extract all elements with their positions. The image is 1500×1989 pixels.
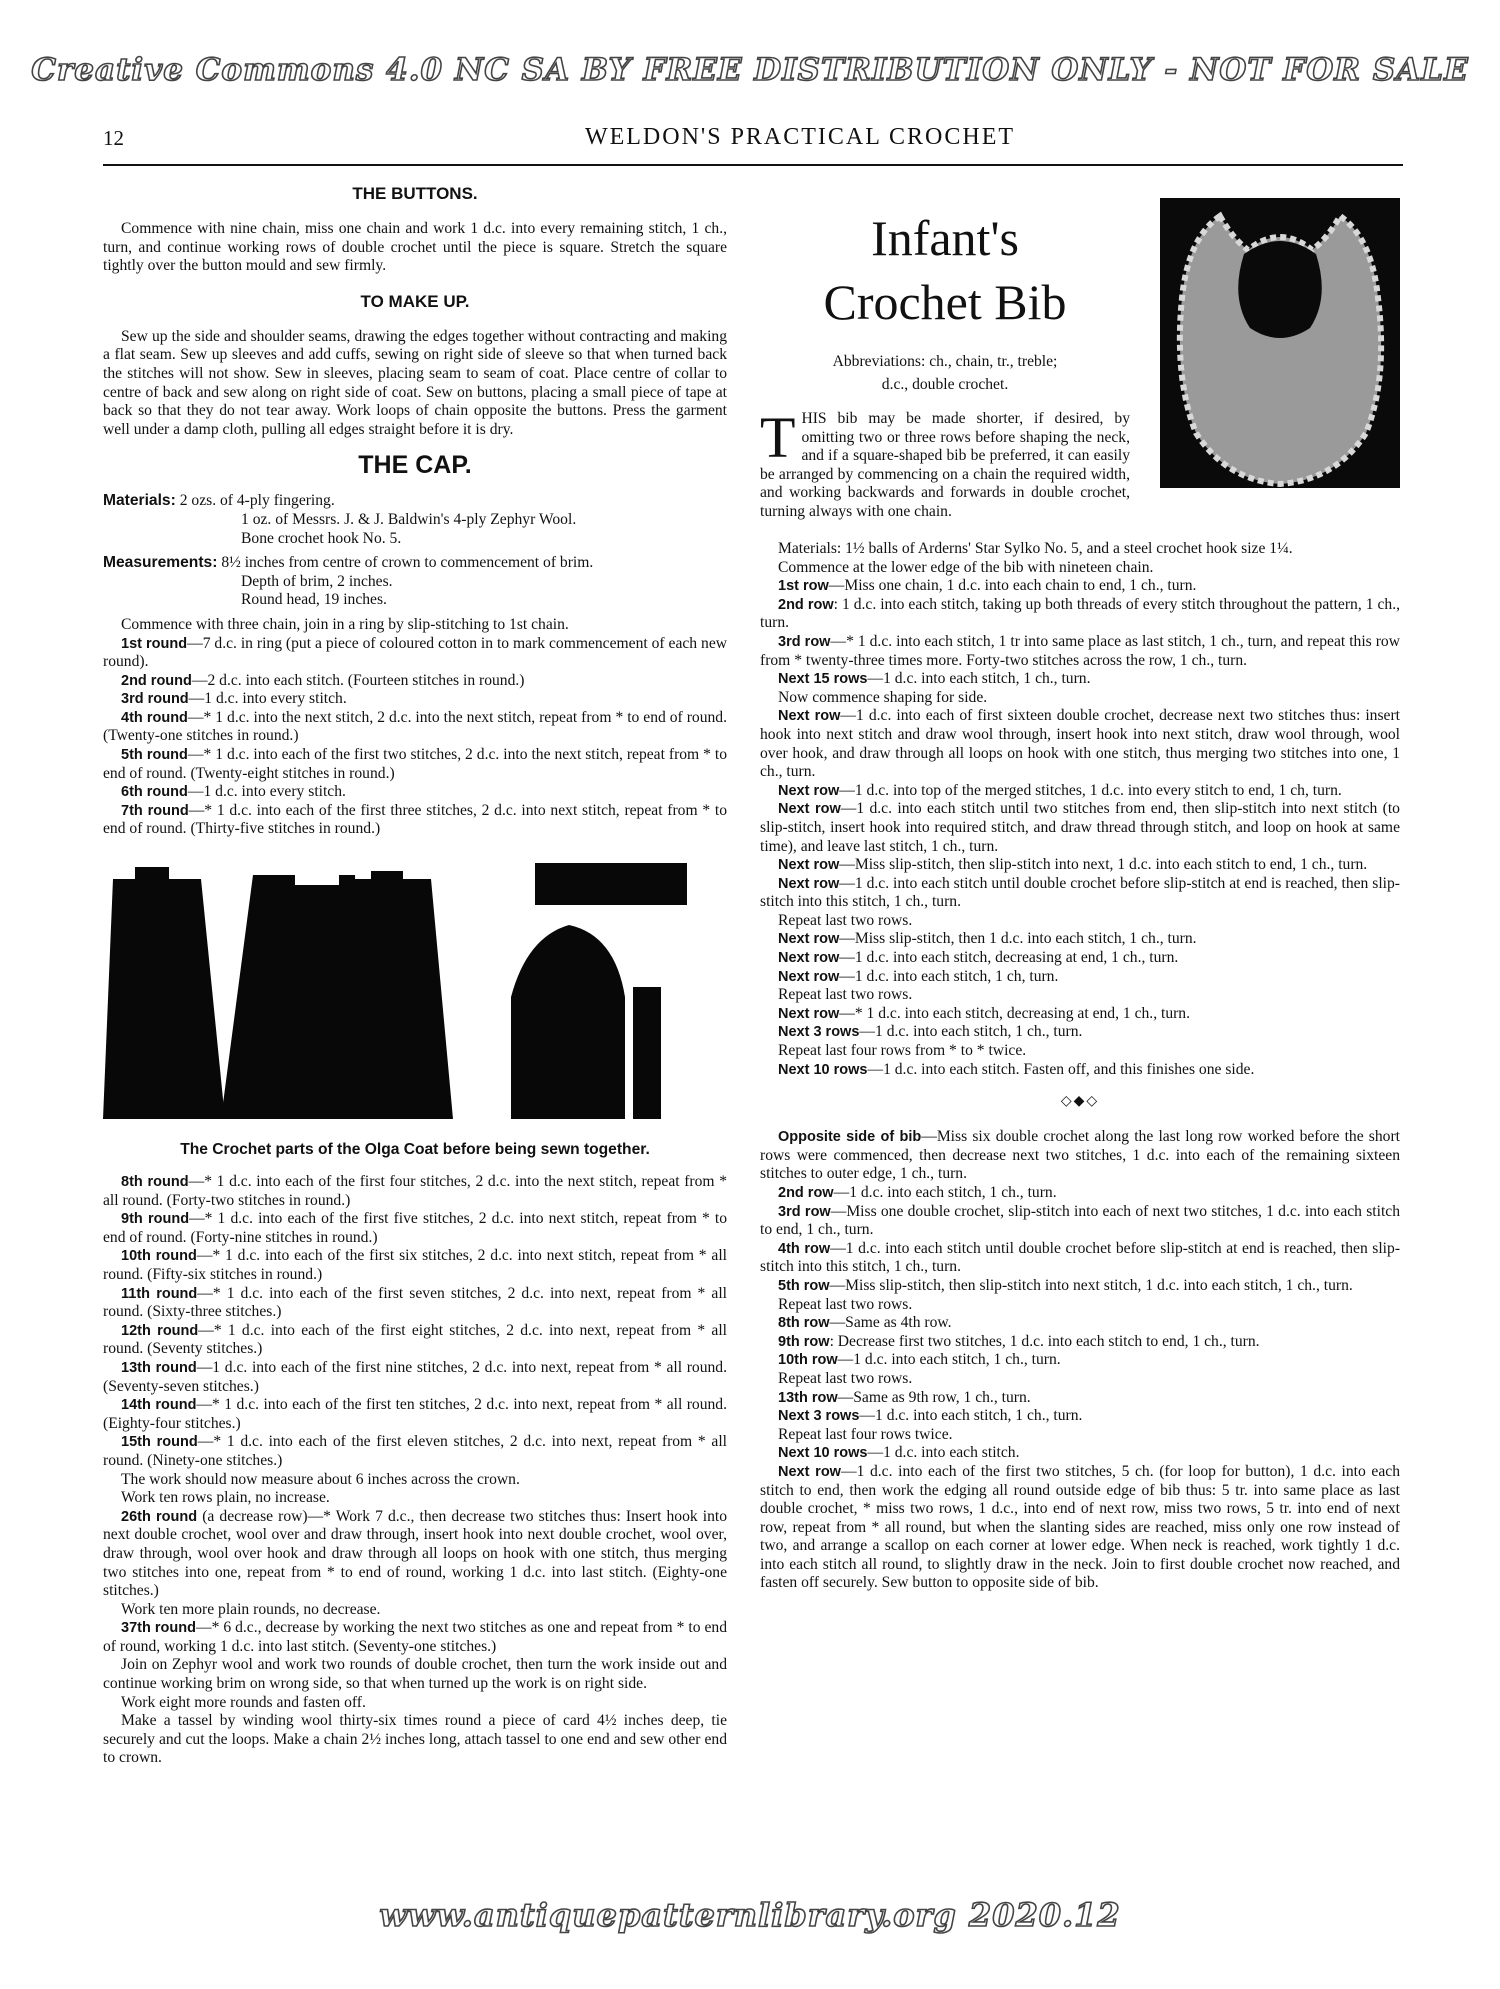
row-line <box>760 1061 1400 1080</box>
section-ornament: ◇◆◇ <box>1060 1094 1100 1110</box>
round-label: 8th round <box>121 1174 189 1191</box>
round-line <box>103 746 727 783</box>
row-text: —1 d.c. into each stitch, 1 ch., turn. <box>867 670 1091 688</box>
cap-materials <box>103 492 727 548</box>
round-text: —1 d.c. into every stitch. <box>188 690 347 708</box>
row-text: —Miss one double crochet, slip-stitch into each of next two stitches, 1 d.c. into each stitch to end, 1 ch., turn. <box>760 1202 1400 1239</box>
round-text: —1 d.c. into each of the first nine stitches, 2 d.c. into next, repeat from * all round. (Seventy-seven stitches.) <box>103 1358 727 1395</box>
bib-materials: Materials: 1½ balls of Arderns' Star Sylko No. 5, and a steel crochet hook size 1¼. <box>778 540 1293 557</box>
row-line <box>760 949 1400 968</box>
round-text: —* 6 d.c., decrease by working the next two stitches as one and repeat from * to end of round, working 1 d.c. into last stitch. (Seventy-one stitches.) <box>103 1619 728 1655</box>
abbreviations-line-1: Abbreviations: ch., chain, tr., treble; <box>832 353 1058 370</box>
buttons-text: Commence with nine chain, miss one chain and work 1 d.c. into every remaining stitch, 1 ch., turn, and continue working rows of double crochet until the piece is square. Stretch the square tightly over the button mould and sew firmly. <box>103 220 727 275</box>
round-label: 1st round <box>121 635 188 652</box>
crown-note: The work should now measure about 6 inches across the crown. <box>121 1470 520 1488</box>
round-label: 2nd round <box>121 672 192 689</box>
row-text: —1 d.c. into each of the first two stitches, 5 ch. (for loop for button), 1 d.c. into each stitch to end, then work the edging all round outside edge of bib thus: 5 tr. into same place as last double crochet, * miss two rows, 1 d.c., into end of next row, miss two rows, 5 tr. into end of next row, repeat from * all round, but when the slanting sides are reached, miss only one row instead of two, and arrange a scallop on each corner at lower edge. When neck is reached, work tightly 1 d.c. into each stitch all round, to slightly draw in the neck. Join to first double crochet now reached, and fasten off securely. Sew button to opposite side of bib. <box>760 1462 1400 1592</box>
round-line <box>103 783 727 802</box>
round-line <box>103 1285 727 1322</box>
row-label: 10th row <box>778 1352 838 1369</box>
drop-cap: T <box>760 405 796 470</box>
round-line <box>103 709 727 746</box>
bib-photo <box>1160 198 1400 488</box>
bib-neck-opening <box>1238 241 1322 338</box>
row-label: Next 15 rows <box>778 671 868 688</box>
row-line <box>760 1240 1400 1277</box>
row-text: —1 d.c. into each stitch, 1 ch., turn. <box>859 1407 1083 1425</box>
right-column <box>760 178 1400 1898</box>
repeat-note: Repeat last two rows. <box>778 1369 913 1387</box>
row-line <box>760 1023 1400 1042</box>
row-text: —Miss six double crochet along the last long row worked before the short rows were commenced, then decrease next two stitches, 1 d.c. into each of the remaining sixteen stitches to outer edge, 1 ch., turn. <box>760 1128 1400 1183</box>
measurements-line: Round head, 19 inches. <box>241 591 387 609</box>
row-text: —1 d.c. into each stitch until double crochet before slip-stitch at end is reached, then slip-stitch into this stitch, 1 ch., turn. <box>760 874 1400 911</box>
row-line <box>760 577 1400 596</box>
row-line <box>760 1184 1400 1203</box>
row-label: 9th row <box>778 1333 830 1350</box>
round-line <box>103 1619 727 1656</box>
row-label: Next row <box>778 968 840 985</box>
plain-rounds-note: Work ten more plain rounds, no decrease. <box>121 1600 381 1618</box>
row-text: —1 d.c. into each stitch, 1 ch, turn. <box>839 967 1059 985</box>
buttons-heading: THE BUTTONS. <box>352 184 478 203</box>
round-label: 4th round <box>121 709 188 726</box>
row-line <box>760 1203 1400 1240</box>
row-label: Next row <box>778 875 840 892</box>
row-text: —1 d.c. into each stitch until two stitches from end, then slip-stitch into next stitch (to slip-stitch, insert hook into required stitch, and draw thread through stitch, and loop on hook at same time), and leave last stitch, 1 ch., turn. <box>760 800 1400 855</box>
round-line <box>103 1210 727 1247</box>
materials-label: Materials: <box>103 492 176 510</box>
row-line <box>760 1389 1400 1408</box>
repeat-note: Repeat last four rows twice. <box>778 1425 953 1443</box>
row-label: Next 10 rows <box>778 1445 868 1462</box>
round-line <box>103 1359 727 1396</box>
coat-parts-illustration <box>103 857 727 1127</box>
finish-note: Work eight more rounds and fasten off. <box>121 1693 366 1711</box>
round-text: —* 1 d.c. into each of the first four stitches, 2 d.c. into the next stitch, repeat from * all round. (Forty-two stitches in round.) <box>103 1173 727 1209</box>
round-label: 12th round <box>121 1322 199 1339</box>
shaping-note: Now commence shaping for side. <box>778 688 988 706</box>
row-text: —1 d.c. into each stitch until double crochet before slip-stitch at end is reached, then slip-stitch into this stitch, 1 ch., turn. <box>760 1239 1401 1276</box>
row-line <box>760 875 1400 912</box>
round-text: (a decrease row)—* Work 7 d.c., then decrease two stitches thus: Insert hook into next double crochet, wool over and draw through, insert hook into next double crochet, wool over, draw through, wool over hook and draw through all loops on hook with one stitch, thus merging two stitches into one, repeat from * to end of round, working 1 d.c. into last stitch. (Eighty-one stitches.) <box>103 1507 728 1600</box>
row-label: Next row <box>778 857 840 874</box>
row-line <box>760 1277 1400 1296</box>
plain-rows-note: Work ten rows plain, no increase. <box>121 1489 330 1507</box>
row-label: 3rd row <box>778 1203 831 1220</box>
row-text: —1 d.c. into each stitch, 1 ch., turn. <box>833 1184 1057 1201</box>
round-text: —* 1 d.c. into each of the first three stitches, 2 d.c. into next stitch, repeat from * to end of round. (Thirty-five stitches in round.) <box>103 801 727 838</box>
round-label: 26th round <box>121 1508 198 1525</box>
round-label: 11th round <box>121 1285 198 1302</box>
row-label: Next 3 rows <box>778 1024 860 1041</box>
repeat-note: Repeat last four rows from * to * twice. <box>778 1042 1027 1060</box>
section-label: Opposite side of bib <box>778 1129 922 1146</box>
row-label: Next 10 rows <box>778 1061 868 1078</box>
round-text: —* 1 d.c. into the next stitch, 2 d.c. into the next stitch, repeat from * to end of round. (Twenty-one stitches in round.) <box>103 708 727 745</box>
bib-title-line-1: Infant's <box>871 210 1019 266</box>
rounds-list-b <box>103 1173 727 1471</box>
coat-front-piece <box>103 867 225 1119</box>
page-number: 12 <box>103 126 124 150</box>
row-line <box>760 1314 1400 1333</box>
round-text: —* 1 d.c. into each of the first two stitches, 2 d.c. into the next stitch, repeat from * to end of round. (Twenty-eight stitches in round.) <box>103 746 727 782</box>
row-label: 4th row <box>778 1240 831 1257</box>
round-line <box>103 1508 727 1601</box>
row-line <box>760 1351 1400 1370</box>
coat-sleeve-piece <box>511 925 625 1119</box>
bib-intro <box>760 405 1130 522</box>
round-label: 6th round <box>121 784 188 801</box>
row-label: 2nd row <box>778 1185 834 1201</box>
cap-measurements <box>103 554 727 610</box>
materials-line: 1 oz. of Messrs. J. & J. Baldwin's 4-ply Zephyr Wool. <box>241 510 577 528</box>
cap-heading: THE CAP. <box>358 451 472 480</box>
row-label: Next row <box>778 950 840 967</box>
round-text: —* 1 d.c. into each of the first seven stitches, 2 d.c. into next, repeat from * all round. (Sixty-three stitches.) <box>103 1284 727 1321</box>
round-label: 7th round <box>121 802 189 819</box>
round-text: —* 1 d.c. into each of the first five stitches, 2 d.c. into next stitch, repeat from * to end of round. (Forty-nine stitches in round.) <box>103 1210 727 1246</box>
row-label: 8th row <box>778 1315 830 1332</box>
round-line <box>103 1433 727 1470</box>
round-label: 37th round <box>121 1620 196 1637</box>
row-line <box>760 1333 1400 1352</box>
row-text: —Miss slip-stitch, then 1 d.c. into each stitch, 1 ch., turn. <box>839 930 1197 948</box>
round-label: 13th round <box>121 1359 197 1376</box>
row-text: —1 d.c. into each stitch. Fasten off, and this finishes one side. <box>867 1060 1255 1078</box>
row-line <box>760 1128 1400 1184</box>
row-label: Next row <box>778 782 840 799</box>
row-line <box>760 782 1400 801</box>
round-line <box>103 672 727 691</box>
row-text: —1 d.c. into top of the merged stitches, 1 d.c. into every stitch to end, 1 ch, turn. <box>839 781 1342 799</box>
coat-collar-piece <box>535 863 687 905</box>
row-label: Next row <box>778 801 841 818</box>
header-rule <box>103 164 1403 166</box>
round-line <box>103 635 727 672</box>
row-text: —1 d.c. into each of first sixteen double crochet, decrease next two stitches thus: insert hook into next stitch and draw wool through, insert hook into next stitch, draw wool through, wool over hook, and draw through all loops on hook with one stitch, thus merging two stitches into one, 1 ch., turn. <box>760 707 1400 781</box>
coat-parts-figure <box>103 857 727 1127</box>
row-line <box>760 670 1400 689</box>
materials-line: 2 ozs. of 4-ply fingering. <box>179 492 335 510</box>
round-label: 9th round <box>121 1211 190 1228</box>
round-label: 10th round <box>121 1248 197 1265</box>
materials-line: Bone crochet hook No. 5. <box>241 529 402 547</box>
round-line <box>103 690 727 709</box>
round-line <box>103 1247 727 1284</box>
abbreviations-line-2: d.c., double crochet. <box>881 376 1009 393</box>
row-label: Next row <box>778 708 841 725</box>
makeup-heading: TO MAKE UP. <box>360 291 470 311</box>
row-label: 13th row <box>778 1389 838 1406</box>
row-text: —1 d.c. into each stitch, 1 ch., turn. <box>837 1351 1061 1369</box>
license-banner: Creative Commons 4.0 NC SA BY FREE DISTRIBUTION ONLY - NOT FOR SALE <box>31 52 1469 88</box>
row-label: Next row <box>778 1463 841 1480</box>
round-text: —* 1 d.c. into each of the first eleven stitches, 2 d.c. into next, repeat from * all round. (Ninety-one stitches.) <box>103 1433 727 1469</box>
row-line <box>760 707 1400 781</box>
row-line <box>760 930 1400 949</box>
row-line <box>760 856 1400 875</box>
row-line <box>760 968 1400 987</box>
row-text: —Same as 4th row. <box>829 1314 952 1332</box>
row-text: : Decrease first two stitches, 1 d.c. into each stitch to end, 1 ch., turn. <box>829 1332 1260 1350</box>
coat-cuff-piece <box>633 987 661 1119</box>
round-label: 3rd round <box>121 691 189 708</box>
row-line <box>760 1463 1400 1593</box>
row-text: —Miss slip-stitch, then slip-stitch into next stitch, 1 d.c. into each stitch, 1 ch., turn. <box>829 1276 1353 1294</box>
figure-caption: The Crochet parts of the Olga Coat before being sewn together. <box>180 1141 650 1159</box>
row-line <box>760 596 1400 633</box>
row-line <box>760 633 1400 670</box>
footer-watermark: www.antiquepatternlibrary.org 2020.12 <box>379 1896 1121 1934</box>
round-text: —* 1 d.c. into each of the first eight stitches, 2 d.c. into next, repeat from * all round. (Seventy stitches.) <box>103 1321 727 1358</box>
row-text: —Miss one chain, 1 d.c. into each chain to end, 1 ch., turn. <box>828 577 1197 595</box>
rounds-list-a <box>103 635 727 840</box>
row-line <box>760 800 1400 856</box>
row-text: —Same as 9th row, 1 ch., turn. <box>837 1388 1031 1406</box>
row-label: Next row <box>778 931 840 948</box>
running-title: WELDON'S PRACTICAL CROCHET <box>584 124 1016 150</box>
row-line <box>760 1407 1400 1426</box>
row-label: 1st row <box>778 578 829 595</box>
makeup-text: Sew up the side and shoulder seams, drawing the edges together without contracting and making a flat seam. Sew up sleeves and add cuffs, sewing on right side of sleeve so that when turned back the stitches will not show. Sew in sleeves, placing seam to seam of coat. Place centre of collar to centre of back and sew along on right side of coat. Sew on buttons, placing a small piece of tape at back so that they do not tear away. Work loops of chain opposite the buttons. Press the garment well under a damp cloth, pulling all edges straight before it is dry. <box>103 327 727 438</box>
cap-intro: Commence with three chain, join in a ring by slip-stitching to 1st chain. <box>121 615 569 633</box>
row-text: —1 d.c. into each stitch, 1 ch., turn. <box>859 1023 1083 1041</box>
repeat-note: Repeat last two rows. <box>778 911 913 929</box>
measurements-line: Depth of brim, 2 inches. <box>241 572 393 590</box>
repeat-note: Repeat last two rows. <box>778 1295 913 1313</box>
row-line <box>760 1444 1400 1463</box>
row-label: Next row <box>778 1005 840 1022</box>
repeat-note: Repeat last two rows. <box>778 986 913 1004</box>
row-text: —1 d.c. into each stitch, decreasing at end, 1 ch., turn. <box>839 949 1179 967</box>
round-line <box>103 1396 727 1433</box>
coat-front-piece <box>333 871 453 1119</box>
row-line <box>760 1005 1400 1024</box>
round-label: 15th round <box>121 1434 198 1451</box>
row-text: —Miss slip-stitch, then slip-stitch into next, 1 d.c. into each stitch to end, 1 ch., turn. <box>839 856 1368 874</box>
round-line <box>103 1322 727 1359</box>
row-label: 2nd row <box>778 596 834 613</box>
brim-note: Join on Zephyr wool and work two rounds of double crochet, then turn the work inside out and continue working brim on wrong side, so that when turned up the work is on right side. <box>103 1656 727 1693</box>
round-label: 14th round <box>121 1397 197 1414</box>
intro-text: HIS bib may be made shorter, if desired, by omitting two or three rows before shaping the neck, and if a square-shaped bib be preferred, it can easily be arranged by commencing on a chain the required width, and working backwards and forwards in double crochet, turning always with one chain. <box>760 410 1130 520</box>
tassel-note: Make a tassel by winding wool thirty-six times round a piece of card 4½ inches deep, tie securely and cut the loops. Make a chain 2½ inches long, attach tassel to one end and sew other end to crown. <box>103 1712 727 1767</box>
bib-instructions <box>760 540 1400 1593</box>
round-text: —* 1 d.c. into each of the first ten stitches, 2 d.c. into next, repeat from * all round. (Eighty-four stitches.) <box>103 1396 727 1432</box>
round-line <box>103 802 727 839</box>
row-text: —* 1 d.c. into each stitch, 1 tr into same place as last stitch, 1 ch., turn, and repeat this row from * twenty-three times more. Forty-two stitches across the row, 1 ch., turn. <box>760 632 1400 669</box>
left-column <box>103 178 727 1768</box>
row-text: —1 d.c. into each stitch. <box>867 1444 1020 1462</box>
row-label: Next 3 rows <box>778 1408 860 1425</box>
bib-title-block <box>760 206 1130 394</box>
row-label: 3rd row <box>778 633 831 650</box>
round-text: —* 1 d.c. into each of the first six stitches, 2 d.c. into next stitch, repeat from * all round. (Fifty-six stitches in round.) <box>103 1247 727 1283</box>
row-text: : 1 d.c. into each stitch, taking up both threads of every stitch throughout the pattern, 1 ch., turn. <box>760 595 1400 632</box>
round-text: —7 d.c. in ring (put a piece of coloured cotton in to mark commencement of each new round). <box>103 634 728 671</box>
bib-commence: Commence at the lower edge of the bib with nineteen chain. <box>778 558 1154 576</box>
round-text: —2 d.c. into each stitch. (Fourteen stitches in round.) <box>191 671 525 689</box>
round-text: —1 d.c. into every stitch. <box>187 783 346 801</box>
measurements-label: Measurements: <box>103 554 218 572</box>
row-label: 5th row <box>778 1277 830 1294</box>
measurements-line: 8½ inches from centre of crown to commencement of brim. <box>221 554 594 572</box>
round-line <box>103 1173 727 1210</box>
row-text: —* 1 d.c. into each stitch, decreasing at end, 1 ch., turn. <box>839 1004 1191 1022</box>
round-label: 5th round <box>121 747 188 764</box>
bib-title-line-2: Crochet Bib <box>823 274 1067 330</box>
